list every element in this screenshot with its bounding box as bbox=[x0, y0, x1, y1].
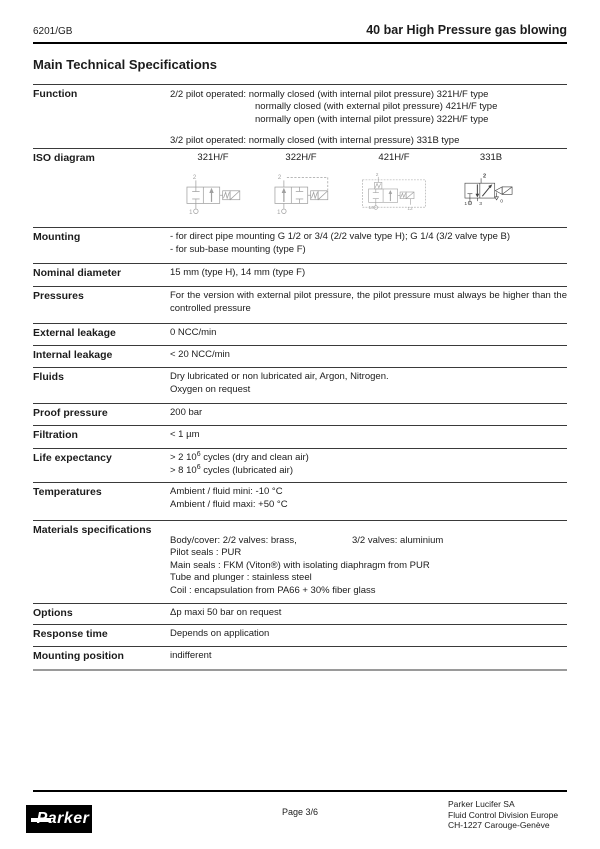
svg-text:0: 0 bbox=[500, 198, 504, 204]
spec-row-temperatures bbox=[33, 482, 567, 520]
materials-line-4: Tube and plunger : stainless steel bbox=[170, 572, 312, 583]
spec-row-pressures bbox=[33, 286, 567, 323]
spec-row-internal-leakage bbox=[33, 345, 567, 367]
spec-label-filtration: Filtration bbox=[33, 428, 78, 441]
svg-text:1: 1 bbox=[464, 201, 468, 207]
svg-text:2: 2 bbox=[192, 174, 197, 181]
function-line-2: normally closed (with external pilot pressure) 421H/F type bbox=[255, 101, 498, 112]
spec-row-fluids bbox=[33, 367, 567, 403]
iso-diagram-421hf-title: 421H/F bbox=[378, 152, 410, 163]
spec-label-internal-leakage: Internal leakage bbox=[33, 348, 113, 361]
document-reference: 6201/GB bbox=[33, 26, 73, 37]
spec-value-proof-pressure: 200 bar bbox=[170, 407, 203, 418]
life-line-2: > 8 $10^6$ cycles (lubricated air) bbox=[170, 463, 293, 476]
spec-label-life-expectancy: Life expectancy bbox=[33, 451, 112, 464]
spec-row-filtration bbox=[33, 425, 567, 448]
parker-logo-text: Parker bbox=[36, 810, 90, 827]
spec-row-function bbox=[33, 84, 567, 148]
iso-diagram-321hf-title: 321H/F bbox=[197, 152, 229, 163]
svg-text:2: 2 bbox=[375, 172, 379, 178]
spec-label-pressures: Pressures bbox=[33, 289, 84, 302]
mounting-line-1: - for direct pipe mounting G 1/2 or 3/4 (2/2 valve type H); G 1/4 (3/2 valve type B) bbox=[170, 231, 511, 242]
spec-label-function: Function bbox=[33, 88, 78, 100]
page-number: Page 3/6 bbox=[281, 807, 319, 817]
svg-text:12: 12 bbox=[407, 206, 413, 212]
footer-company: Parker Lucifer SA bbox=[448, 799, 515, 809]
svg-text:1: 1 bbox=[189, 209, 193, 216]
spec-label-nominal-diameter: Nominal diameter bbox=[33, 266, 122, 279]
spec-value-temperatures bbox=[170, 483, 567, 520]
spec-value-response-time: Depends on application bbox=[170, 628, 270, 639]
spec-label-mounting-position: Mounting position bbox=[33, 649, 124, 662]
function-line-1: 2/2 pilot operated: normally closed (with internal pilot pressure) 321H/F type bbox=[170, 88, 489, 100]
table-bottom-rule bbox=[33, 669, 567, 671]
spec-value-filtration: < 1 µm bbox=[170, 429, 200, 440]
spec-row-iso-diagram bbox=[33, 148, 567, 227]
fluids-line-2: Oxygen on request bbox=[170, 383, 251, 395]
spec-row-response-time bbox=[33, 624, 567, 646]
valve-symbol-331b-icon bbox=[460, 172, 522, 208]
spec-row-materials bbox=[33, 520, 567, 603]
fluids-line-1: Dry lubricated or non lubricated air, Argon, Nitrogen. bbox=[170, 371, 389, 382]
spec-label-fluids: Fluids bbox=[33, 370, 64, 383]
svg-text:3: 3 bbox=[479, 201, 482, 207]
spec-label-options: Options bbox=[33, 606, 73, 619]
iso-diagram-322hf bbox=[256, 152, 346, 227]
spec-value-life-expectancy bbox=[170, 449, 567, 482]
temperatures-line-2: Ambient / fluid maxi: +50 °C bbox=[170, 498, 288, 510]
footer-division: Fluid Control Division Europe bbox=[448, 809, 559, 820]
spec-label-materials: Materials specifications bbox=[33, 523, 152, 536]
spacer bbox=[170, 126, 567, 135]
spec-row-external-leakage bbox=[33, 323, 567, 345]
spec-label-mounting: Mounting bbox=[33, 230, 81, 243]
spec-label-response-time: Response time bbox=[33, 627, 108, 640]
section-title: Main Technical Specifications bbox=[33, 57, 217, 72]
spec-row-options bbox=[33, 603, 567, 624]
svg-text:10: 10 bbox=[368, 205, 374, 211]
spec-row-nominal-diameter bbox=[33, 263, 567, 286]
spec-value-function bbox=[170, 85, 567, 148]
specifications-table bbox=[33, 84, 567, 671]
spec-value-options: Δp maxi 50 bar on request bbox=[170, 607, 282, 618]
spec-row-life-expectancy bbox=[33, 448, 567, 482]
temperatures-line-1: Ambient / fluid mini: -10 °C bbox=[170, 486, 283, 497]
spec-value-mounting bbox=[170, 228, 567, 263]
footer-company-block bbox=[448, 799, 558, 831]
materials-line-3: Main seals : FKM (Viton®) with isolating diaphragm from PUR bbox=[170, 559, 430, 571]
document-title: 40 bar High Pressure gas blowing bbox=[366, 23, 567, 37]
valve-symbol-421hf-icon bbox=[360, 172, 428, 212]
spec-label-proof-pressure: Proof pressure bbox=[33, 406, 108, 419]
function-line-3: normally open (with internal pilot pressure) 322H/F type bbox=[255, 113, 489, 125]
iso-diagram-331b bbox=[442, 152, 540, 227]
spec-label-external-leakage: External leakage bbox=[33, 326, 116, 339]
spec-value-mounting-position: indifferent bbox=[170, 650, 212, 661]
function-line-4: 3/2 pilot operated: normally closed (with internal pressure) 331B type bbox=[170, 135, 460, 146]
page-header bbox=[33, 23, 567, 44]
footer-rule bbox=[33, 790, 567, 792]
mounting-line-2: - for sub-base mounting (type F) bbox=[170, 243, 306, 255]
spec-label-iso-diagram: ISO diagram bbox=[33, 151, 95, 164]
iso-diagram-421hf bbox=[346, 152, 442, 227]
life-line-1: > 2 $10^6$ cycles (dry and clean air) bbox=[170, 450, 309, 463]
svg-text:2: 2 bbox=[277, 174, 282, 181]
spec-row-mounting bbox=[33, 227, 567, 263]
svg-text:1: 1 bbox=[277, 209, 281, 216]
spec-value-external-leakage: 0 NCC/min bbox=[170, 327, 217, 338]
iso-diagram-strip bbox=[170, 149, 567, 227]
spec-value-fluids bbox=[170, 368, 567, 403]
materials-line-2: Pilot seals : PUR bbox=[170, 547, 242, 558]
iso-diagram-321hf bbox=[170, 152, 256, 227]
spec-value-nominal-diameter: 15 mm (type H), 14 mm (type F) bbox=[170, 267, 306, 278]
spec-row-proof-pressure bbox=[33, 403, 567, 425]
materials-line-5: Coil : encapsulation from PA66 + 30% fiber glass bbox=[170, 584, 376, 596]
iso-diagram-331b-title: 331B bbox=[479, 152, 503, 163]
valve-symbol-321hf-icon bbox=[181, 172, 245, 217]
spec-value-pressures: For the version with external pilot pressure, the pilot pressure must always be higher than the controlled pressure bbox=[170, 290, 567, 314]
spec-label-temperatures: Temperatures bbox=[33, 485, 102, 498]
spec-value-internal-leakage: < 20 NCC/min bbox=[170, 349, 230, 360]
footer-address: CH-1227 Carouge-Genève bbox=[448, 820, 550, 830]
materials-line-1: Body/cover: 2/2 valves: brass, 3/2 valves: aluminium bbox=[170, 534, 444, 546]
spec-row-mounting-position bbox=[33, 646, 567, 669]
spec-value-materials bbox=[170, 521, 567, 603]
svg-text:2: 2 bbox=[482, 173, 487, 180]
iso-diagram-322hf-title: 322H/F bbox=[285, 152, 317, 163]
valve-symbol-322hf-icon bbox=[269, 172, 333, 217]
